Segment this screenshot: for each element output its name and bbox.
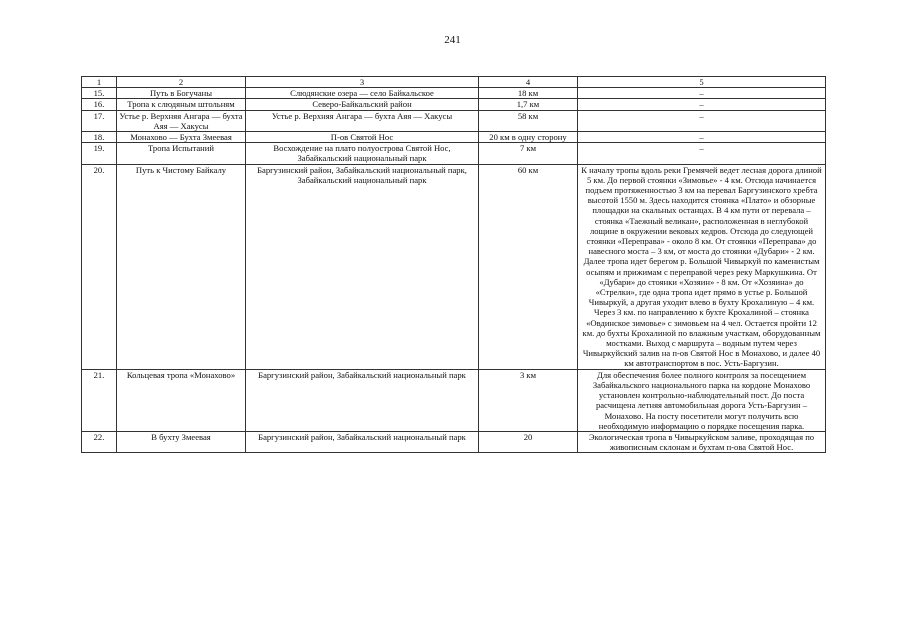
route-distance-cell: 20 [479, 431, 578, 452]
route-name-cell: Тропа Испытаний [117, 143, 246, 164]
table-row [82, 369, 826, 431]
table-row [82, 431, 826, 452]
route-distance-cell: 20 км в одну сторону [479, 132, 578, 143]
row-number-cell: 19. [82, 143, 117, 164]
row-number-cell: 22. [82, 431, 117, 452]
route-location-cell: Устье р. Верхняя Ангара — бухта Аяя — Хакусы [246, 110, 479, 131]
table-header-row [82, 77, 826, 88]
row-number-cell: 17. [82, 110, 117, 131]
route-name-cell: Тропа к слюдяным штольням [117, 99, 246, 110]
route-description-cell: – [578, 132, 826, 143]
row-number-cell: 18. [82, 132, 117, 143]
route-location-cell: Северо-Байкальский район [246, 99, 479, 110]
route-location-cell: Восхождение на плато полуострова Святой Нос, Забайкальский национальный парк [246, 143, 479, 164]
column-header: 5 [578, 77, 826, 88]
table-row [82, 132, 826, 143]
route-location-cell: П-ов Святой Нос [246, 132, 479, 143]
route-distance-cell: 18 км [479, 88, 578, 99]
route-distance-cell: 1,7 км [479, 99, 578, 110]
route-name-cell: Монахово — Бухта Змеевая [117, 132, 246, 143]
route-name-cell: В бухту Змеевая [117, 431, 246, 452]
route-location-cell: Баргузинский район, Забайкальский национальный парк [246, 369, 479, 431]
route-location-cell: Баргузинский район, Забайкальский национальный парк [246, 431, 479, 452]
route-distance-cell: 7 км [479, 143, 578, 164]
route-description-cell: Экологическая тропа в Чивыркуйском заливе, проходящая по живописным склонам и бухтам п-ова Святой Нос. [578, 431, 826, 452]
route-description-cell: – [578, 99, 826, 110]
route-distance-cell: 60 км [479, 164, 578, 369]
route-distance-cell: 58 км [479, 110, 578, 131]
column-header: 2 [117, 77, 246, 88]
route-description-cell: К началу тропы вдоль реки Гремячей ведет лесная дорога длиной 5 км. До первой стоянки «Зимовье» - 4 км. Отсюда начинается подъем протяженностью 3 км на перевал Баргузинского хребта высотой 1550 м. Здесь находится стоянка «Плато» и обзорные площадки на скальных останцах. В 4 км пути от перевала – стоянка «Таежный великан», расположенная в неглубокой лощине в окружении вековых кедров. Отсюда до следующей стоянки «Переправа» - около 8 км. От стоянки «Переправа» до навесного моста – 3 км, от моста до стоянки «Дубари» - 2 км. Далее тропа идет берегом р. Большой Чивыркуй по каменистым осыпям и прижимам с переправой через реку Маркушкина. От «Дубари» до стоянки «Хозяин» - 8 км. От «Хозяина» до «Стрелки», где одна тропа идет прямо в устье р. Большой Чивыркуй, а другая уходит влево в бухту Крохалиную – 4 км. Через 3 км. по направлению к бухте Крохалиной – стоянка «Овдинское зимовье» с зимовьем на 4 чел. Остается пройти 12 км. до бухты Крохалиной по влажным участкам, оборудованным мостками. Выход с маршрута – водным путем через Чивыркуйский залив на п-ов Святой Нос в Монахово, и далее 40 км автотранспортом в пос. Усть-Баргузин. [578, 164, 826, 369]
route-distance-cell: 3 км [479, 369, 578, 431]
row-number-cell: 20. [82, 164, 117, 369]
table-row [82, 88, 826, 99]
route-name-cell: Кольцевая тропа «Монахово» [117, 369, 246, 431]
routes-table [81, 76, 826, 453]
table-row [82, 110, 826, 131]
table-row [82, 164, 826, 369]
table-row [82, 99, 826, 110]
row-number-cell: 21. [82, 369, 117, 431]
page-number: 241 [444, 34, 461, 46]
route-name-cell: Путь к Чистому Байкалу [117, 164, 246, 369]
row-number-cell: 16. [82, 99, 117, 110]
column-header: 1 [82, 77, 117, 88]
route-description-cell: – [578, 143, 826, 164]
route-description-cell: Для обеспечения более полного контроля за посещением Забайкальского национального парка на кордоне Монахово установлен контрольно-наблюдательный пост. До поста расчищена летняя автомобильная дорога Усть-Баргузин – Монахово. На посту посетители могут получить всю необходимую информацию о порядке посещения парка. [578, 369, 826, 431]
column-header: 3 [246, 77, 479, 88]
table-row [82, 143, 826, 164]
row-number-cell: 15. [82, 88, 117, 99]
route-description-cell: – [578, 88, 826, 99]
route-description-cell: – [578, 110, 826, 131]
column-header: 4 [479, 77, 578, 88]
route-name-cell: Путь в Богучаны [117, 88, 246, 99]
route-name-cell: Устье р. Верхняя Ангара — бухта Аяя — Хакусы [117, 110, 246, 131]
route-location-cell: Баргузинский район, Забайкальский национальный парк, Забайкальский национальный парк [246, 164, 479, 369]
route-location-cell: Слюдянские озера — село Байкальское [246, 88, 479, 99]
